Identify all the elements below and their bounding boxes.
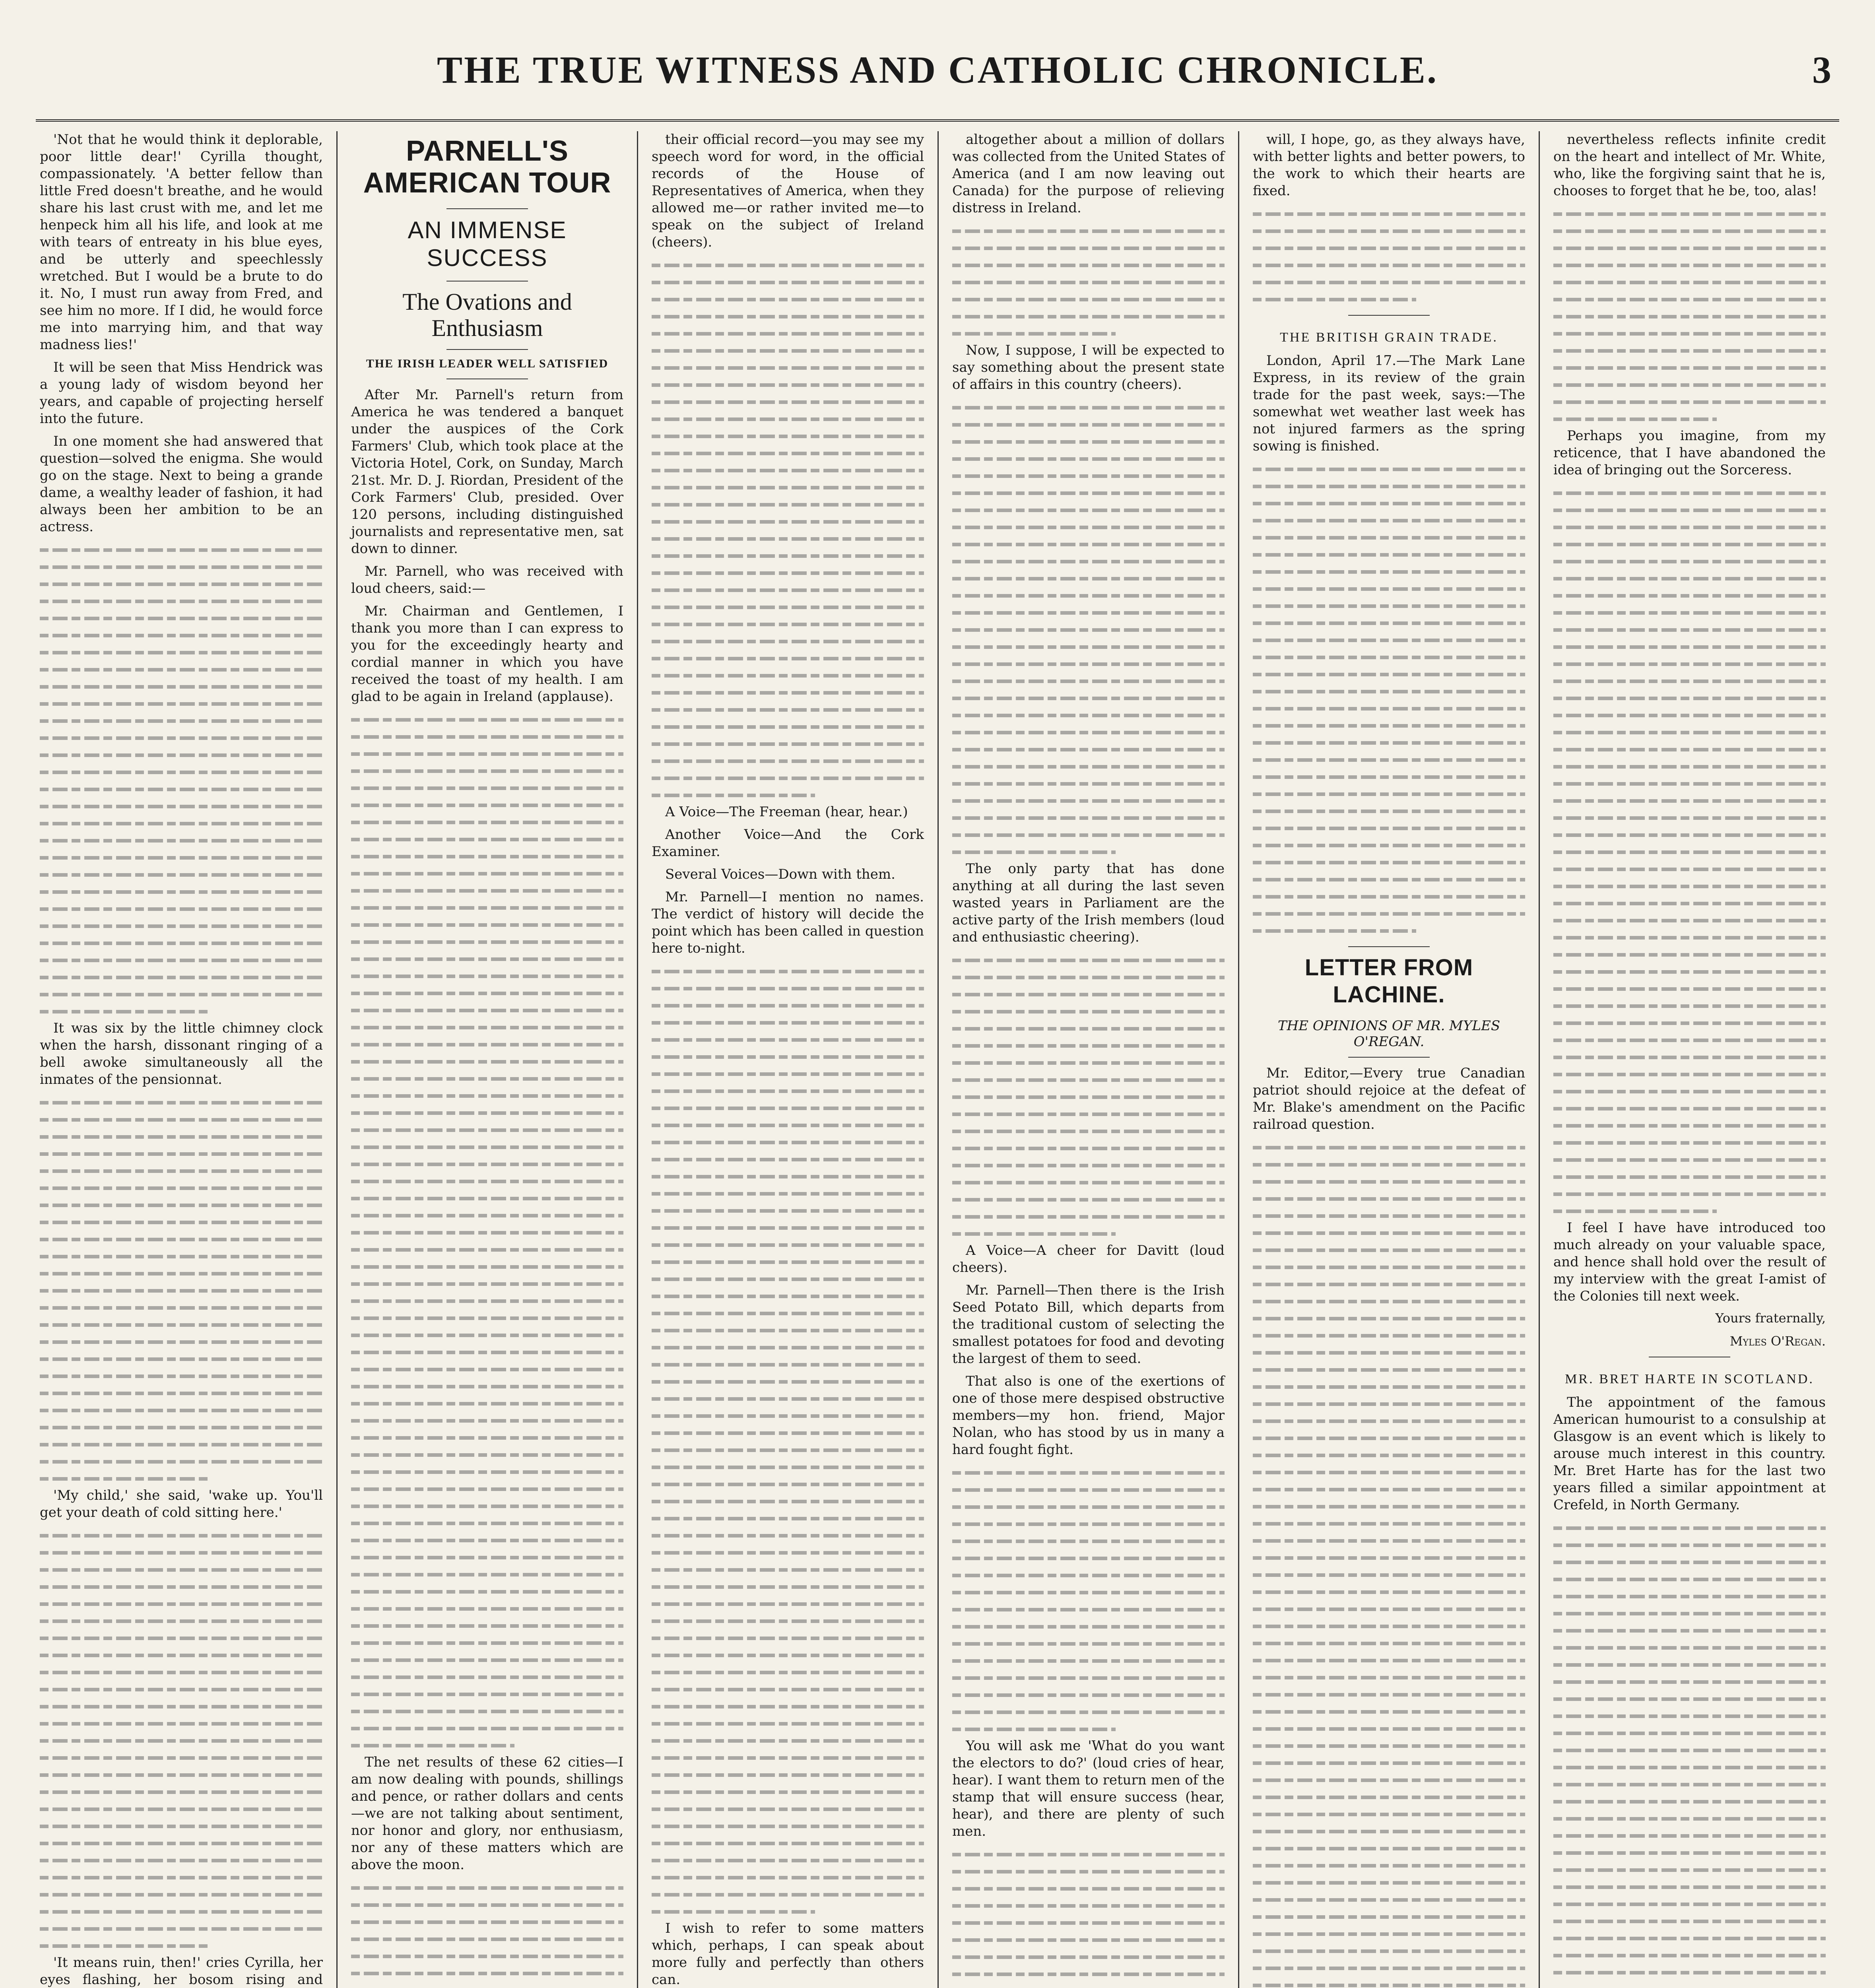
article-paragraph: After Mr. Parnell's return from America he was tendered a banquet under the auspices of the Cork Farmers' Club, which took place at the Victoria Hotel, Cork, on Sunday, March 21st. Mr. D. J. Riordan, President of the Cork Farmers' Club, presided. Over 120 persons, including distinguished journalists and representative men, sat down to dinner. <box>351 387 623 557</box>
section-heading: MR. BRET HARTE IN SCOTLAND. <box>1565 1372 1814 1386</box>
article-paragraph: will, I hope, go, as they always have, with better lights and better powers, to the work to which their hearts are fixed. <box>1253 132 1525 199</box>
newspaper-title: THE TRUE WITNESS AND CATHOLIC CHRONICLE. <box>437 49 1438 91</box>
text-block <box>952 1464 1225 1738</box>
story-paragraph: It will be seen that Miss Hendrick was a young lady of wisdom beyond her years, and capable of projecting herself into the future. <box>40 359 323 427</box>
letter-title: LETTER FROM LACHINE. <box>1304 955 1473 1008</box>
text-block <box>952 1846 1225 1988</box>
text-block <box>652 256 924 804</box>
story-paragraph: In one moment she had answered that question—solved the enigma. She would go on the stage. Next to being a grande dame, a wealthy leader of fashion, it had always been her ambition to be an actress. <box>40 433 323 535</box>
letter-paragraph: Perhaps you imagine, from my reticence, that I have abandoned the idea of bringing out the Sorceress. <box>1553 428 1826 478</box>
article-paragraph: That also is one of the exertions of one of those mere despised obstructive members—my hon. friend, Major Nolan, who has stood by us in many a hard fought fight. <box>952 1373 1225 1458</box>
article-paragraph: Mr. Parnell, who was received with loud cheers, said:— <box>351 563 623 596</box>
text-block <box>952 399 1225 860</box>
divider <box>446 281 528 282</box>
text-block <box>40 541 323 1020</box>
article-columns <box>36 131 1839 1988</box>
text-block <box>351 1879 623 1988</box>
column-3 <box>637 131 938 1988</box>
text-block <box>952 222 1225 342</box>
deck-headline: THE IRISH LEADER WELL SATISFIED <box>366 357 609 370</box>
article-paragraph: altogether about a million of dollars was collected from the United States of America (and I am now leaving out Canada) for the purpose of relieving distress in Ireland. <box>952 132 1225 216</box>
text-block <box>40 1094 323 1487</box>
section-heading: THE BRITISH GRAIN TRADE. <box>1280 330 1498 345</box>
article-paragraph: Now, I suppose, I will be expected to say something about the present state of affairs in this country (cheers). <box>952 342 1225 392</box>
column-6 <box>1539 131 1839 1988</box>
article-paragraph: A Voice—The Freeman (hear, hear.) <box>665 804 908 820</box>
column-5 <box>1238 131 1539 1988</box>
article-paragraph: Mr. Chairman and Gentlemen, I thank you more than I can express to you for the exceedingly hearty and cordial manner in which you have received the toast of my health. I am glad to be again in Ireland (applause). <box>351 603 623 705</box>
article-paragraph: I wish to refer to some matters which, perhaps, I can speak about more fully and perfectly than others can. <box>652 1920 924 1988</box>
text-block <box>1253 1139 1525 1988</box>
article-paragraph: A Voice—A cheer for Davitt (loud cheers). <box>952 1242 1225 1276</box>
article-paragraph: Another Voice—And the Cork Examiner. <box>652 827 924 860</box>
text-block <box>1253 205 1525 308</box>
article-paragraph: The appointment of the famous American humourist to a consulship at Glasgow is an event which is likely to arouse much interest in this country. Mr. Bret Harte has for the last two years filled a similar appointment at Crefeld, in North Germany. <box>1553 1394 1826 1513</box>
text-block <box>1253 460 1525 939</box>
letter-paragraph: I feel I have have introduced too much already on your valuable space, and hence shall hold over the result of my interview with the great I-amist of the Colonies till next week. <box>1553 1220 1826 1304</box>
story-paragraph: 'My child,' she said, 'wake up. You'll get your death of cold sitting here.' <box>40 1487 323 1520</box>
story-paragraph: It was six by the little chimney clock when the harsh, dissonant ringing of a bell awoke simultaneously all the inmates of the pensionnat. <box>40 1020 323 1087</box>
article-paragraph: Several Voices—Down with them. <box>665 866 895 882</box>
letter-paragraph: nevertheless reflects infinite credit on the heart and intellect of Mr. White, who, like the forgiving saint that he is, chooses to forget that he be, too, alas! <box>1553 132 1826 199</box>
text-block <box>1553 484 1826 1219</box>
article-paragraph: London, April 17.—The Mark Lane Express, in its review of the grain trade for the past week, says:—The somewhat wet weather last week has not injured farmers as the spring sowing is finished. <box>1253 353 1525 454</box>
divider <box>446 349 528 350</box>
article-paragraph: The only party that has done anything at all during the last seven wasted years in Parliament are the active party of the Irish members (loud and enthusiastic cheering). <box>952 861 1225 945</box>
column-2 <box>336 131 637 1988</box>
divider <box>1348 946 1430 947</box>
article-paragraph: The net results of these 62 cities—I am now dealing with pounds, shillings and pence, or rather dollars and cents—we are not talking about sentiment, nor honor and glory, nor enthusiasm, nor any of these matters which are above the moon. <box>351 1754 623 1873</box>
text-block <box>1553 205 1826 427</box>
divider <box>446 208 528 209</box>
letter-paragraph: Mr. Editor,—Every true Canadian patriot should rejoice at the defeat of Mr. Blake's amendment on the Pacific railroad question. <box>1253 1065 1525 1132</box>
divider <box>1348 1057 1430 1058</box>
article-paragraph: You will ask me 'What do you want the electors to do?' (loud cries of hear, hear). I want them to return men of the stamp that will ensure success (hear, hear), and there are plenty of such men. <box>952 1738 1225 1839</box>
text-block <box>1553 1519 1826 1988</box>
letter-closing: Yours fraternally, <box>1715 1310 1826 1326</box>
deck-headline: The Ovations and Enthusiasm <box>402 289 572 341</box>
letter-signature: Myles O'Regan. <box>1729 1334 1826 1349</box>
story-paragraph: 'It means ruin, then!' cries Cyrilla, her eyes flashing, her bosom rising and <box>40 1955 323 1988</box>
letter-subtitle: THE OPINIONS OF MR. MYLES O'REGAN. <box>1277 1018 1500 1050</box>
masthead <box>36 16 1839 122</box>
divider <box>1348 315 1430 316</box>
page-number: 3 <box>1812 49 1831 91</box>
article-paragraph: Mr. Parnell—I mention no names. The verdict of history will decide the point which has been called in question here to-night. <box>652 889 924 956</box>
article-paragraph: their official record—you may see my speech word for word, in the official records of the House of Representatives of America, when they allowed me—or rather invited me—to speak on the subject of Ireland (cheers). <box>652 132 924 250</box>
story-paragraph: 'Not that he would think it deplorable, poor little dear!' Cyrilla thought, compassionately. 'A better fellow than little Fred doesn't breathe, and he would share his last crust with me, and let me henpeck him all his life, and look at me with tears of entreaty in his blue eyes, and be utterly and speechlessly wretched. But I would be a brute to do it. No, I must run away from Fred, and see him no more. If I did, he would force me into marrying him, and that way madness lies!' <box>40 132 323 353</box>
text-block <box>40 1527 323 1954</box>
text-block <box>652 963 924 1920</box>
article-paragraph: Mr. Parnell—Then there is the Irish Seed Potato Bill, which departs from the traditional custom of selecting the smallest potatoes for food and devoting the largest of them to seed. <box>952 1282 1225 1367</box>
text-block <box>952 951 1225 1242</box>
headline: PARNELL'S AMERICAN TOUR <box>363 135 611 199</box>
deck-headline: AN IMMENSE SUCCESS <box>408 217 567 271</box>
column-4 <box>938 131 1238 1988</box>
text-block <box>351 711 623 1754</box>
column-1 <box>36 131 336 1988</box>
